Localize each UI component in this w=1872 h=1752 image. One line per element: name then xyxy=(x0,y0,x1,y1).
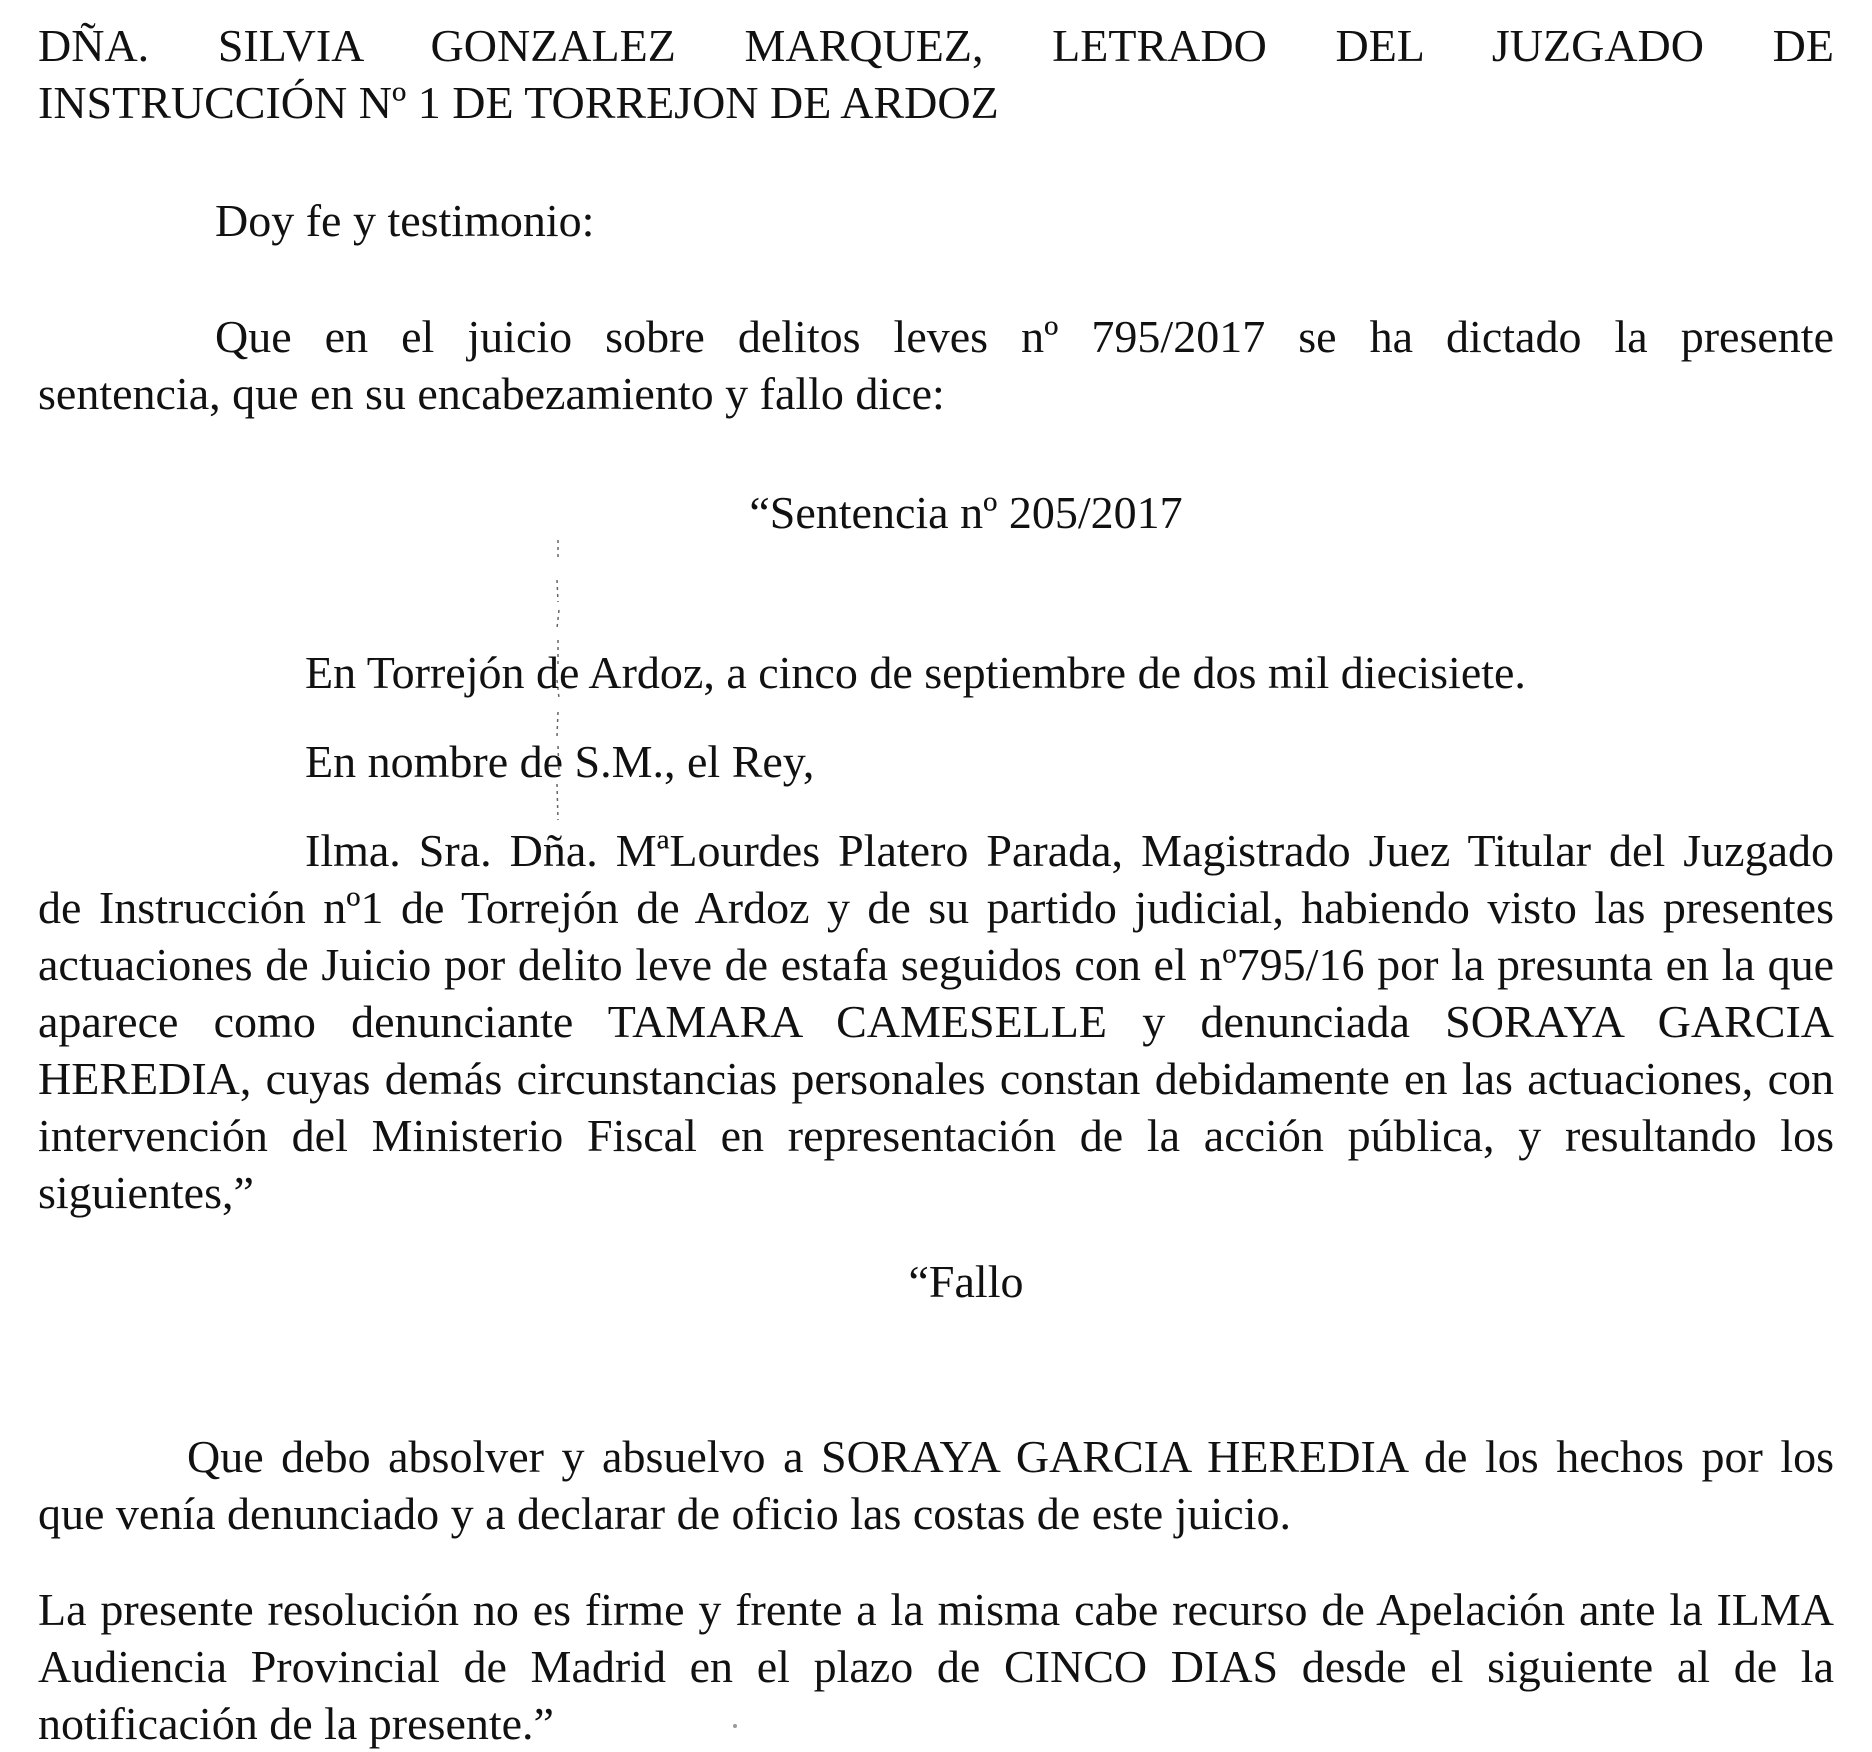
fallo-line-2: que venía denunciado y a declarar de oficio las costas de este juicio. xyxy=(38,1488,1291,1539)
encabezamiento-line: de Instrucción nº1 de Torrejón de Ardoz y de su partido judicial, habiendo visto las presentes xyxy=(38,882,1834,933)
recurso-line: La presente resolución no es firme y frente a la misma cabe recurso de Apelación ante la ILMA xyxy=(38,1584,1834,1635)
encabezamiento-line: actuaciones de Juicio por delito leve de estafa seguidos con el nº795/16 por la presunta en la que xyxy=(38,939,1834,990)
intro-line-2: sentencia, que en su encabezamiento y fallo dice: xyxy=(38,368,945,419)
encabezamiento-paragraph xyxy=(38,822,1834,1221)
fallo-paragraph xyxy=(38,1428,1834,1542)
encabezamiento-line: HEREDIA, cuyas demás circunstancias personales constan debidamente en las actuaciones, con xyxy=(38,1053,1834,1104)
encabezamiento-line: intervención del Ministerio Fiscal en representación de la acción pública, y resultando los xyxy=(38,1110,1834,1161)
recurso-line: Audiencia Provincial de Madrid en el plazo de CINCO DIAS desde el siguiente al de la xyxy=(38,1641,1834,1692)
lugar-fecha: En Torrejón de Ardoz, a cinco de septiembre de dos mil diecisiete. xyxy=(305,647,1526,698)
encabezamiento-line: siguientes,” xyxy=(38,1167,254,1218)
fallo-line-1: Que debo absolver y absuelvo a SORAYA GARCIA HEREDIA de los hechos por los xyxy=(187,1431,1834,1482)
sentencia-title: “Sentencia nº 205/2017 xyxy=(749,487,1183,538)
en-nombre-del-rey: En nombre de S.M., el Rey, xyxy=(305,736,815,787)
encabezamiento-line: Ilma. Sra. Dña. MªLourdes Platero Parada, Magistrado Juez Titular del Juzgado xyxy=(305,825,1834,876)
recurso-paragraph xyxy=(38,1581,1834,1752)
header-line-2: INSTRUCCIÓN Nº 1 DE TORREJON DE ARDOZ xyxy=(38,77,999,128)
intro-line-1: Que en el juicio sobre delitos leves nº 795/2017 se ha dictado la presente xyxy=(215,311,1834,362)
recurso-line: notificación de la presente.” xyxy=(38,1698,554,1749)
doy-fe-paragraph: Doy fe y testimonio: xyxy=(215,195,595,246)
scan-speck xyxy=(733,1724,737,1728)
intro-paragraph xyxy=(38,308,1834,422)
document-header xyxy=(38,17,1834,131)
fallo-title: “Fallo xyxy=(908,1256,1024,1307)
header-line-1: DÑA. SILVIA GONZALEZ MARQUEZ, LETRADO DEL JUZGADO DE xyxy=(38,20,1834,71)
encabezamiento-line: aparece como denunciante TAMARA CAMESELLE y denunciada SORAYA GARCIA xyxy=(38,996,1834,1047)
